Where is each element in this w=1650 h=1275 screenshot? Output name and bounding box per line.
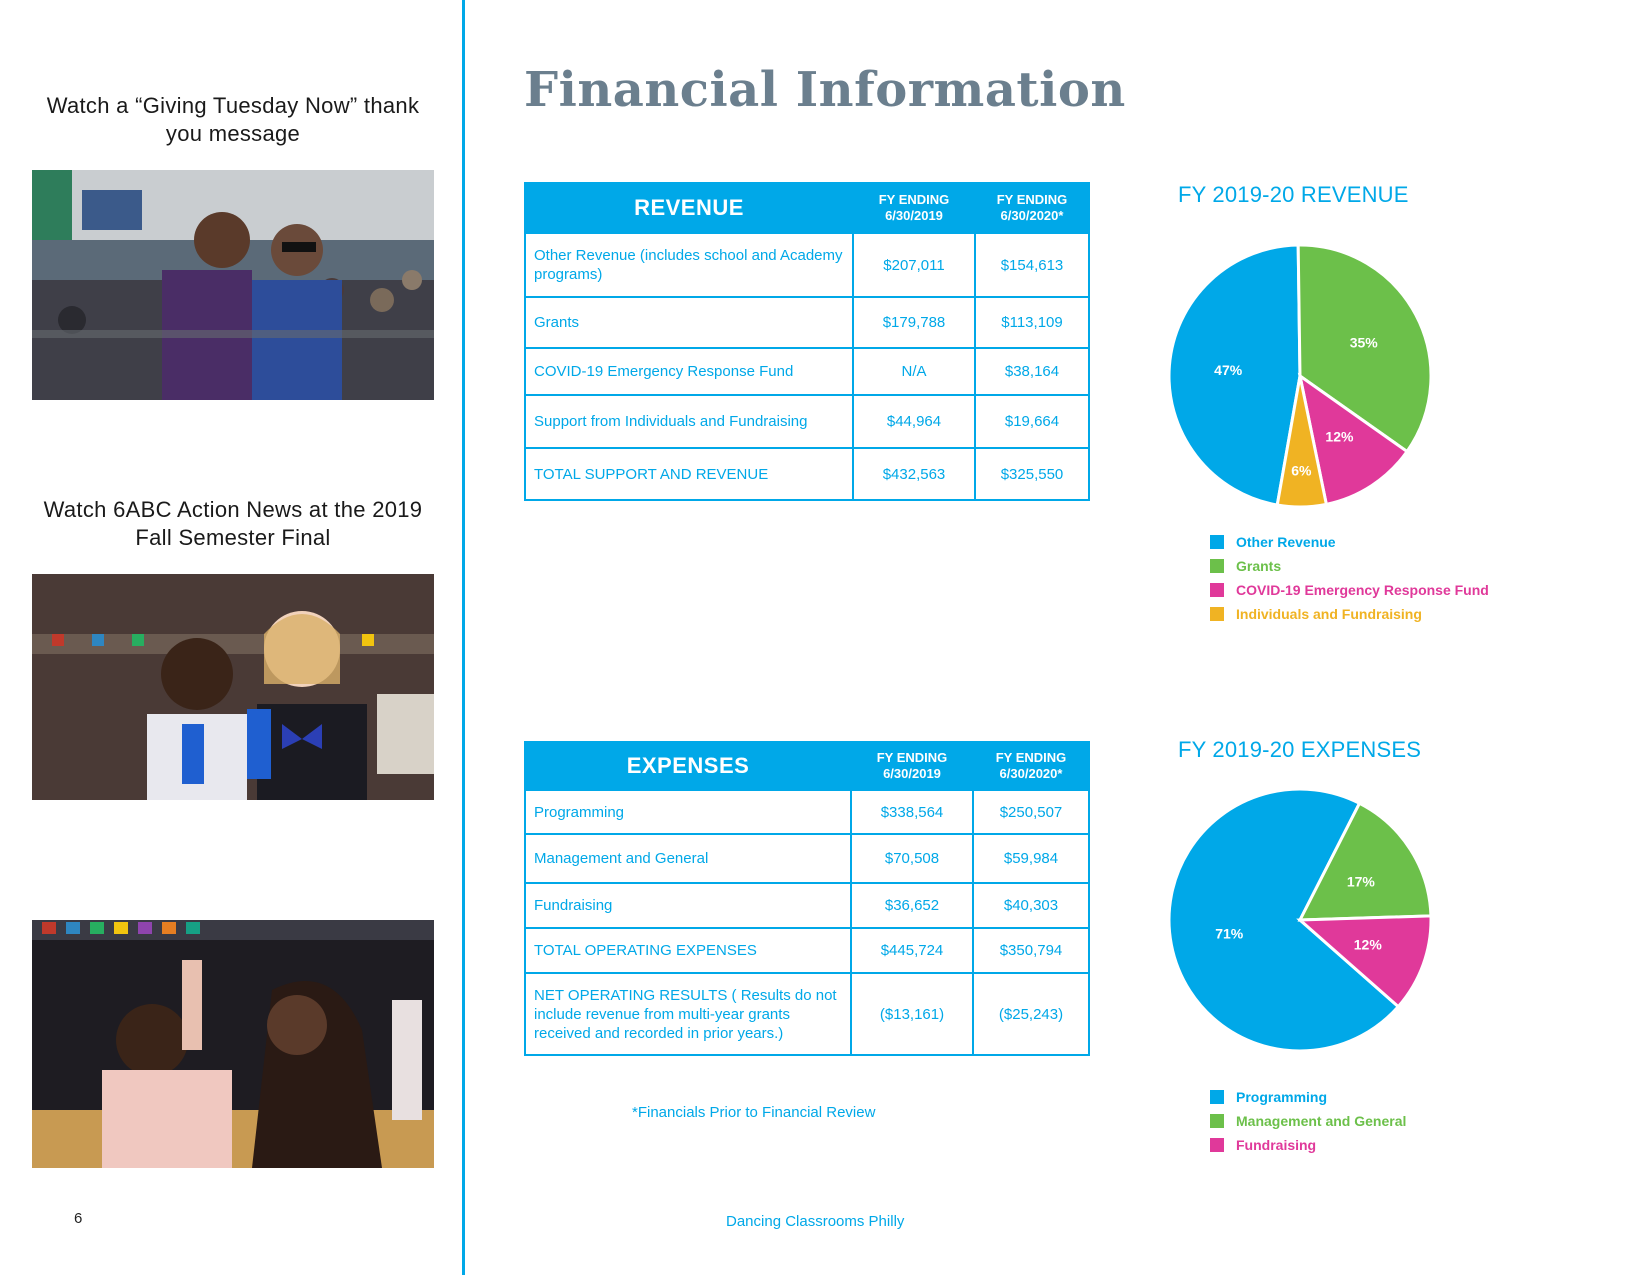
- table-row: [525, 790, 1089, 834]
- legend-swatch: [1210, 607, 1224, 621]
- row-value-2019: $70,508: [851, 834, 973, 883]
- video-caption-6abc[interactable]: Watch 6ABC Action News at the 2019 Fall Semester Final: [43, 497, 423, 550]
- row-value-2020: $40,303: [973, 883, 1089, 928]
- legend-item: [1210, 1109, 1406, 1133]
- legend-swatch: [1210, 1090, 1224, 1104]
- row-label: Other Revenue (includes school and Academy programs): [525, 233, 853, 297]
- photo-couple-dancing: [32, 920, 434, 1168]
- legend-item: [1210, 1085, 1406, 1109]
- legend-item: [1210, 602, 1489, 626]
- row-label: Support from Individuals and Fundraising: [525, 395, 853, 448]
- photo-dancers-embrace: [32, 170, 434, 400]
- expenses-legend: [1210, 1085, 1406, 1157]
- table-row: [525, 883, 1089, 928]
- row-value-2019: $36,652: [851, 883, 973, 928]
- pie-data-label: 71%: [1215, 925, 1244, 942]
- pie-data-label: 17%: [1346, 873, 1375, 890]
- row-value-2020: ($25,243): [973, 973, 1089, 1055]
- row-value-2019: ($13,161): [851, 973, 973, 1055]
- row-value-2019: N/A: [853, 348, 975, 395]
- row-value-2019: $44,964: [853, 395, 975, 448]
- revenue-col-2019: FY ENDING 6/30/2019: [853, 183, 975, 233]
- row-value-2020: $59,984: [973, 834, 1089, 883]
- pie-data-label: 47%: [1214, 362, 1243, 379]
- expenses-table: [524, 741, 1090, 1056]
- table-row: [525, 395, 1089, 448]
- pie-data-label: 12%: [1325, 428, 1354, 445]
- legend-swatch: [1210, 583, 1224, 597]
- legend-label: COVID-19 Emergency Response Fund: [1236, 582, 1489, 598]
- row-label: Fundraising: [525, 883, 851, 928]
- row-label: Management and General: [525, 834, 851, 883]
- legend-swatch: [1210, 1114, 1224, 1128]
- legend-swatch: [1210, 1138, 1224, 1152]
- row-label: TOTAL SUPPORT AND REVENUE: [525, 448, 853, 500]
- row-label: Programming: [525, 790, 851, 834]
- legend-label: Programming: [1236, 1089, 1328, 1105]
- legend-item: [1210, 1133, 1406, 1157]
- legend-label: Other Revenue: [1236, 534, 1336, 550]
- legend-item: [1210, 554, 1489, 578]
- row-value-2020: $154,613: [975, 233, 1089, 297]
- row-value-2020: $19,664: [975, 395, 1089, 448]
- revenue-table: [524, 182, 1090, 501]
- expenses-chart-title: FY 2019-20 EXPENSES: [1178, 737, 1422, 762]
- legend-label: Individuals and Fundraising: [1236, 606, 1422, 622]
- revenue-header: REVENUE: [525, 183, 853, 233]
- footnote: *Financials Prior to Financial Review: [632, 1104, 876, 1121]
- row-label: NET OPERATING RESULTS ( Results do not include revenue from multi-year grants received and recorded in prior years.): [525, 973, 851, 1055]
- expenses-header: EXPENSES: [525, 742, 851, 790]
- row-value-2019: $338,564: [851, 790, 973, 834]
- revenue-col-2020: FY ENDING 6/30/2020*: [975, 183, 1089, 233]
- legend-label: Fundraising: [1236, 1137, 1317, 1153]
- legend-swatch: [1210, 535, 1224, 549]
- legend-label: Management and General: [1236, 1113, 1407, 1129]
- row-value-2020: $113,109: [975, 297, 1089, 348]
- table-row-net: [525, 973, 1089, 1055]
- row-value-2019: $445,724: [851, 928, 973, 973]
- legend-item: [1210, 578, 1489, 602]
- table-row: [525, 233, 1089, 297]
- column-divider: [462, 0, 465, 1275]
- revenue-chart-title: FY 2019-20 REVENUE: [1178, 182, 1409, 207]
- pie-data-label: 12%: [1353, 936, 1382, 953]
- revenue-pie-chart: [1160, 236, 1440, 516]
- row-value-2020: $38,164: [975, 348, 1089, 395]
- table-row-total: [525, 928, 1089, 973]
- footer-org-name: Dancing Classrooms Philly: [726, 1213, 905, 1230]
- row-value-2020: $250,507: [973, 790, 1089, 834]
- expenses-col-2020: FY ENDING 6/30/2020*: [973, 742, 1089, 790]
- expenses-col-2019: FY ENDING 6/30/2019: [851, 742, 973, 790]
- photo-students-ribbons: [32, 574, 434, 800]
- legend-item: [1210, 530, 1489, 554]
- pie-data-label: 6%: [1291, 462, 1312, 479]
- table-row: [525, 834, 1089, 883]
- revenue-legend: [1210, 530, 1489, 626]
- row-value-2019: $207,011: [853, 233, 975, 297]
- row-label: COVID-19 Emergency Response Fund: [525, 348, 853, 395]
- legend-label: Grants: [1236, 558, 1282, 574]
- row-value-2019: $179,788: [853, 297, 975, 348]
- row-value-2019: $432,563: [853, 448, 975, 500]
- row-value-2020: $350,794: [973, 928, 1089, 973]
- row-label: TOTAL OPERATING EXPENSES: [525, 928, 851, 973]
- table-row-total: [525, 448, 1089, 500]
- page-number: 6: [74, 1210, 83, 1227]
- row-value-2020: $325,550: [975, 448, 1089, 500]
- table-row: [525, 297, 1089, 348]
- page-title: Financial Information: [524, 62, 1126, 118]
- table-row: [525, 348, 1089, 395]
- pie-data-label: 35%: [1349, 334, 1378, 351]
- video-caption-giving-tuesday[interactable]: Watch a “Giving Tuesday Now” thank you message: [46, 93, 420, 146]
- legend-swatch: [1210, 559, 1224, 573]
- row-label: Grants: [525, 297, 853, 348]
- expenses-pie-chart: [1160, 780, 1440, 1060]
